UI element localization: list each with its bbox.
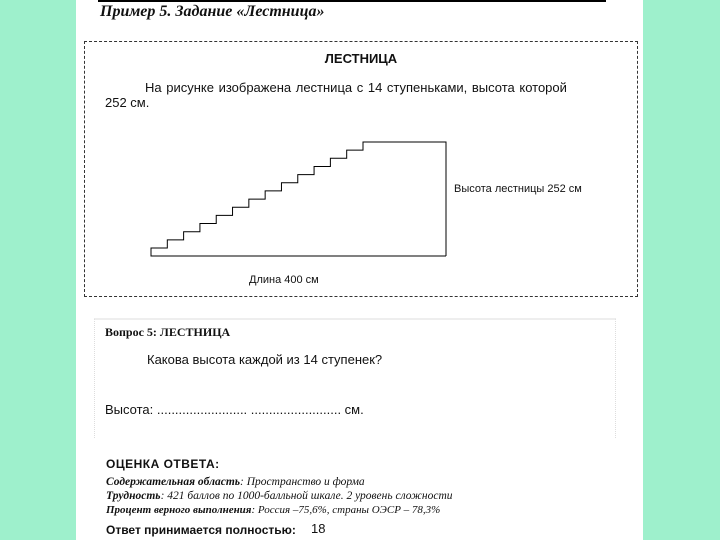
difficulty-value: : 421 баллов по 1000-балльной шкале. 2 уровень сложности bbox=[160, 490, 453, 502]
staircase-outline bbox=[151, 142, 446, 256]
task-text-line1: На рисунке изображена лестница с 14 ступеньками, высота которой bbox=[145, 80, 567, 95]
top-rule bbox=[98, 0, 606, 2]
height-label: Высота лестницы 252 см bbox=[454, 183, 582, 195]
assessment-title: ОЦЕНКА ОТВЕТА: bbox=[106, 457, 220, 471]
question-title: Вопрос 5: ЛЕСТНИЦА bbox=[105, 325, 231, 339]
full-credit-value: 18 bbox=[311, 521, 326, 536]
question-box bbox=[94, 318, 616, 438]
length-label: Длина 400 см bbox=[249, 274, 319, 286]
area-value: : Пространство и форма bbox=[240, 476, 365, 488]
percent-value: : Россия –75,6%, страны ОЭСР – 78,3% bbox=[251, 504, 441, 516]
document-page bbox=[76, 0, 643, 540]
staircase-figure bbox=[85, 42, 637, 296]
answer-field: Высота: ......................... ......................... см. bbox=[105, 402, 364, 417]
assessment-difficulty bbox=[106, 490, 453, 502]
assessment-percent bbox=[106, 504, 440, 516]
difficulty-label: Трудность bbox=[106, 490, 161, 502]
task-title: ЛЕСТНИЦА bbox=[324, 51, 398, 66]
task-text-line2: 252 см. bbox=[105, 95, 150, 110]
area-label: Содержательная область bbox=[106, 476, 241, 488]
percent-label: Процент верного выполнения bbox=[106, 504, 252, 516]
full-credit-label: Ответ принимается полностью: bbox=[106, 523, 296, 537]
question-text: Какова высота каждой из 14 ступенек? bbox=[147, 352, 383, 367]
assessment-area bbox=[106, 476, 365, 488]
task-box bbox=[84, 41, 638, 297]
section-heading: Пример 5. Задание «Лестница» bbox=[100, 3, 325, 20]
